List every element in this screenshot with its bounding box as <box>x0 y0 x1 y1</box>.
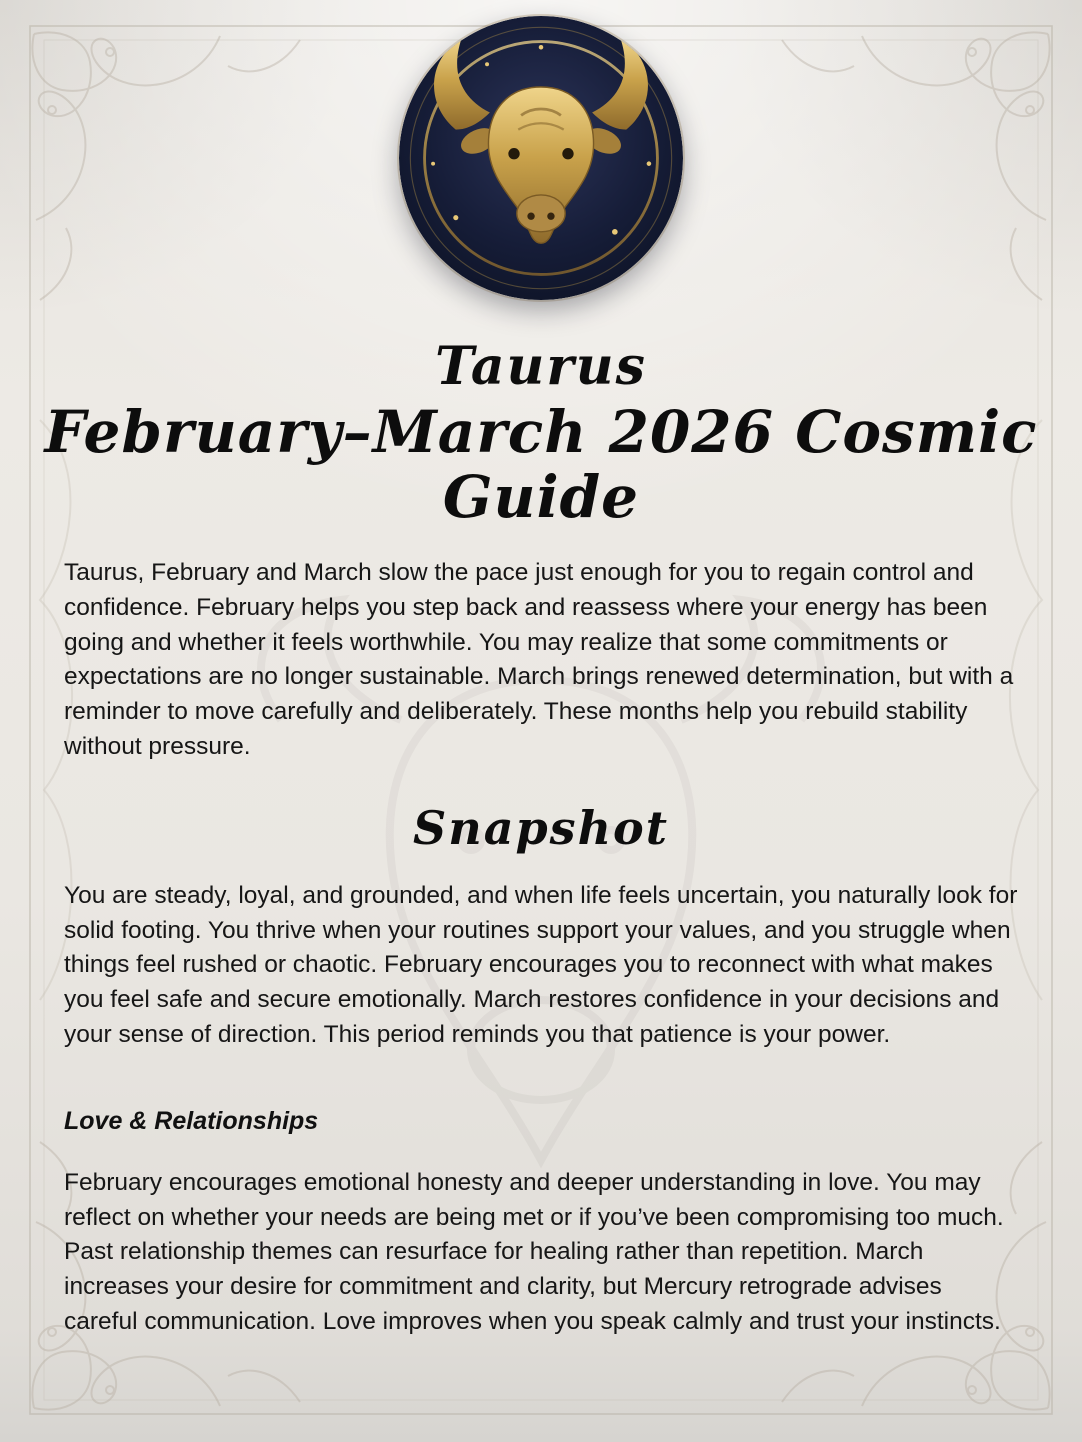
snapshot-heading: Snapshot <box>413 800 669 855</box>
page-title-sign: Taurus <box>435 336 647 397</box>
page-title-guide: February–March 2026 Cosmic Guide <box>44 398 1038 532</box>
love-relationships-paragraph: February encourages emotional honesty and deeper understanding in love. You may reflect on whether your needs are being met or if you’ve been compromising too much. Past relationship themes can resurface for healing rather than repetition. March increases your desire for commitment and clarity, but Mercury retrograde advises careful communication. Love improves when you speak calmly and trust your instincts. <box>64 1168 1004 1335</box>
love-relationships-heading: Love & Relationships <box>64 1106 319 1135</box>
intro-paragraph: Taurus, February and March slow the pace just enough for you to regain control and confidence. February helps you step back and reassess where your energy has been going and whether it feels worthwhile. You may realize that some commitments or expectations are no longer sustainable. March brings renewed determination, but with a reminder to move carefully and deliberately. These months help you rebuild stability without pressure. <box>64 559 1014 761</box>
snapshot-paragraph: You are steady, loyal, and grounded, and when life feels uncertain, you naturally look for solid footing. You thrive when your routines support your values, and you struggle when things feel rushed or chaotic. February encourages you to reconnect with what makes you feel safe and secure emotionally. March restores confidence in your decisions and your sense of direction. This period reminds you that patience is your power. <box>64 881 1018 1048</box>
